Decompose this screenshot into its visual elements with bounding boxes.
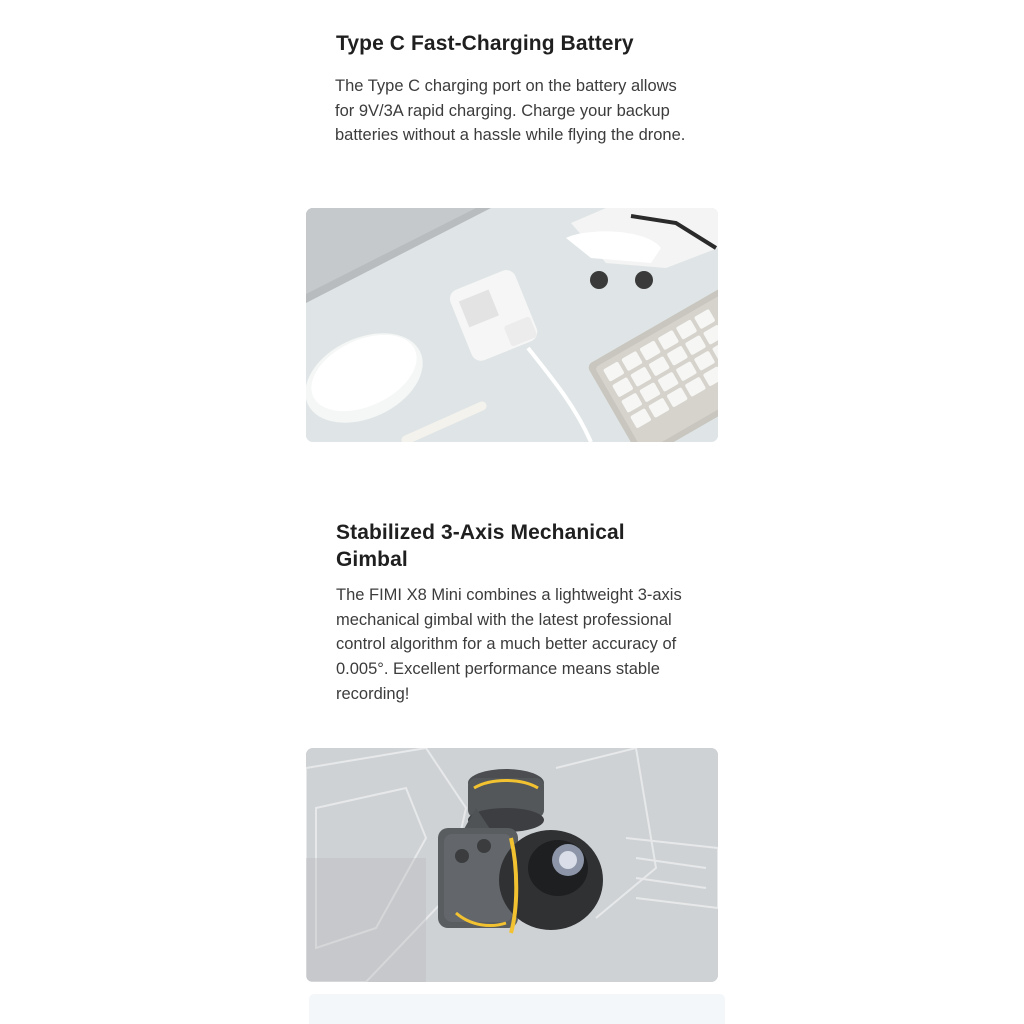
section-description-battery: The Type C charging port on the battery allows for 9V/3A rapid charging. Charge your backup batteries without a hassle while flying the drone.: [335, 77, 686, 145]
next-section-card: [309, 994, 725, 1024]
gimbal-photo: [306, 748, 718, 982]
section-title-gimbal: Stabilized 3-Axis Mechanical Gimbal: [336, 521, 625, 571]
section-description-gimbal: The FIMI X8 Mini combines a lightweight 3-axis mechanical gimbal with the latest professional control algorithm for a much better accuracy of 0.005°. Excellent performance means stable recording!: [336, 586, 682, 703]
section-title-battery: Type C Fast-Charging Battery: [336, 32, 634, 55]
battery-charging-photo: [306, 208, 718, 442]
